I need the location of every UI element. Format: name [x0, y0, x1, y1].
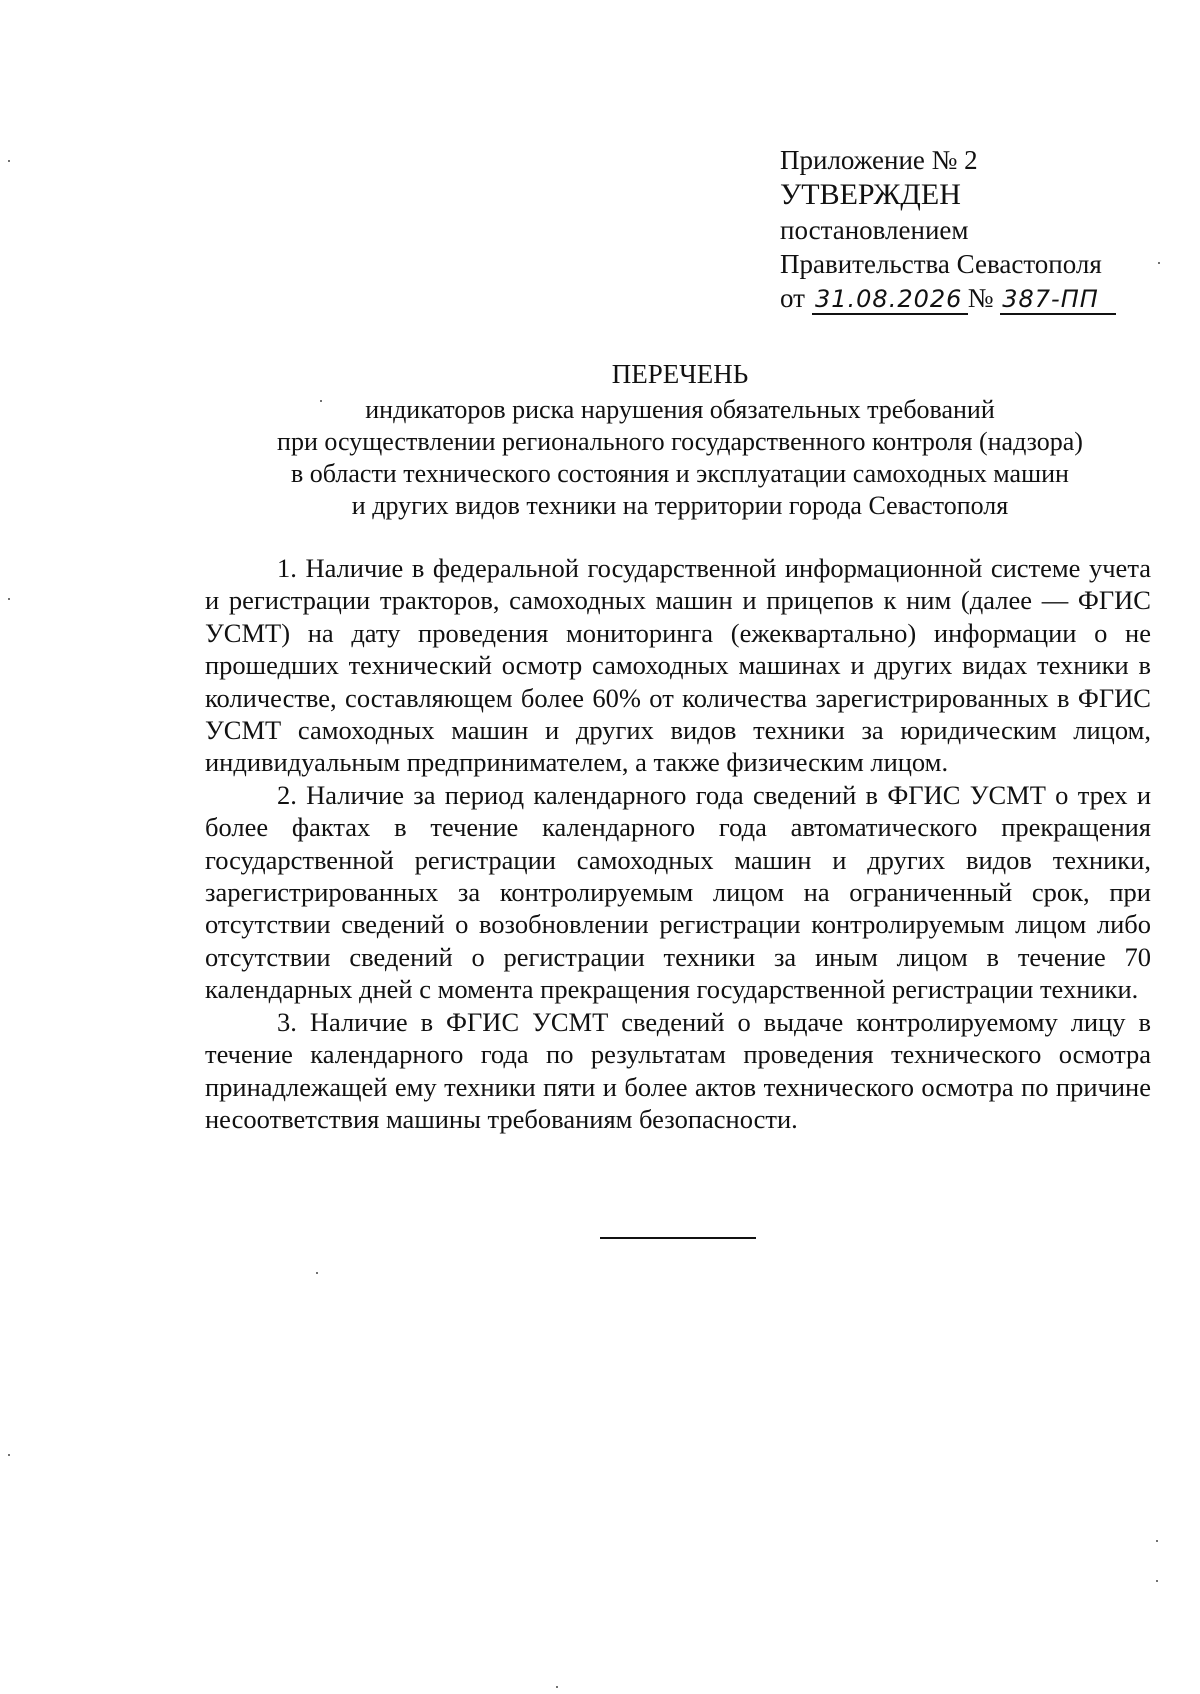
scan-speck — [1156, 1580, 1158, 1582]
handwritten-number: 387-ПП — [1000, 285, 1116, 315]
annex-label: Приложение № 2 — [780, 145, 978, 175]
list-item: 2. Наличие за период календарного года сведений в ФГИС УСМТ о трех и более фактах в течение календарного года автоматического прекращения государственной регистрации самоходных машин и других видов техники, зарегистрированных за контролируемым лицом на ограниченный срок, при отсутствии сведений о возобновлении регистрации контролируемым лицом либо отсутствии сведений о регистрации техники за иным лицом в течение 70 календарных дней с момента прекращения государственной регистрации техники. — [205, 779, 1151, 1005]
approved-by-label: постановлением — [780, 215, 969, 245]
title-block — [200, 356, 1160, 522]
subtitle-line: в области технического состояния и эксплуатации самоходных машин — [291, 459, 1069, 488]
list-item: 1. Наличие в федеральной государственной информационной системе учета и регистрации тракторов, самоходных машин и прицепов к ним (далее — ФГИС УСМТ) на дату проведения мониторинга (ежеквартально) информации о не прошедших технический осмотр самоходных машинах и других видах техники в количестве, составляющем более 60% от количества зарегистрированных в ФГИС УСМТ самоходных машин и других видов техники за юридическим лицом, индивидуальным предпринимателем, а также физическим лицом. — [205, 553, 1151, 778]
scan-speck — [8, 160, 10, 162]
subtitle-line: индикаторов риска нарушения обязательных требований — [365, 395, 995, 424]
approved-label: УТВЕРЖДЕН — [780, 178, 961, 211]
scan-speck — [8, 1454, 10, 1456]
approval-block — [780, 143, 1180, 315]
authority-label: Правительства Севастополя — [780, 249, 1102, 279]
end-divider — [600, 1237, 756, 1239]
subtitle-line: при осуществлении регионального государственного контроля (надзора) — [277, 427, 1083, 456]
date-prefix: от — [780, 283, 805, 313]
number-prefix: № — [967, 283, 994, 313]
list-item: 3. Наличие в ФГИС УСМТ сведений о выдаче контролируемому лицу в течение календарного года по результатам проведения технического осмотра принадлежащей ему техники пяти и более актов технического осмотра по причине несоответствия машины требованиям безопасности. — [205, 1006, 1151, 1134]
scan-speck — [1156, 1540, 1158, 1542]
scan-speck — [316, 1272, 318, 1274]
document-title: ПЕРЕЧЕНЬ — [611, 359, 749, 389]
date-number-line — [780, 281, 1180, 315]
scan-speck — [320, 400, 322, 402]
scan-speck — [8, 598, 10, 600]
scan-speck — [556, 1686, 558, 1688]
document-body — [205, 552, 1151, 1135]
scan-speck — [1158, 262, 1160, 264]
handwritten-date: 31.08.2026 — [812, 285, 968, 315]
subtitle-line: и других видов техники на территории города Севастополя — [351, 491, 1009, 520]
